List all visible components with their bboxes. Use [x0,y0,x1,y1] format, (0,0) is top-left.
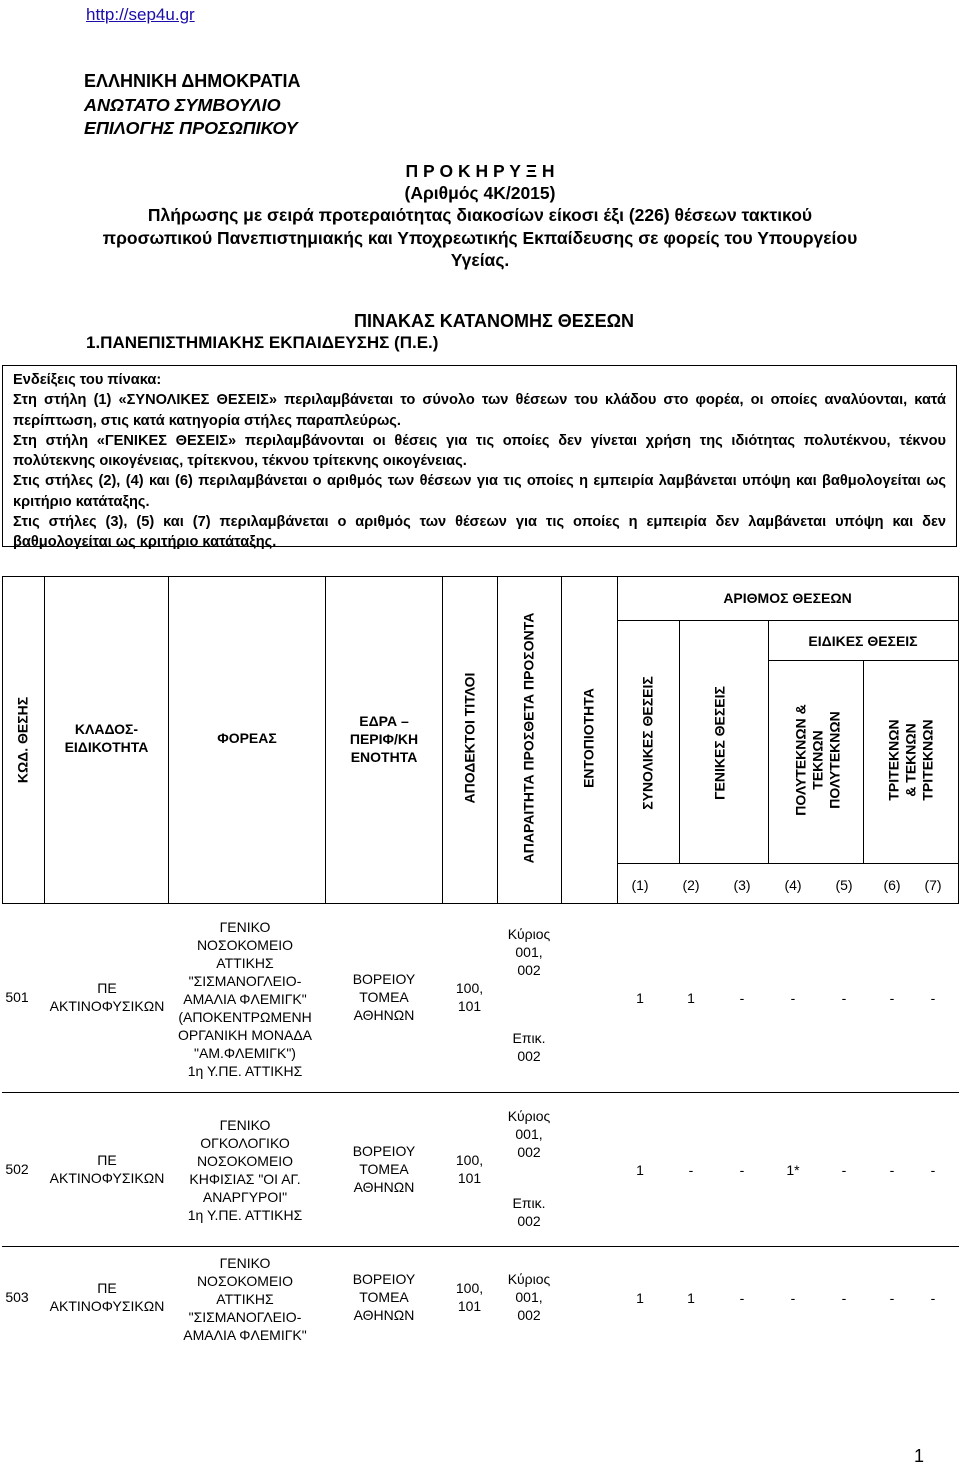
announcement-number: (Αριθμός 4Κ/2015) [404,183,556,203]
col-header-specialty: ΚΛΑΔΟΣ- ΕΙΔΙΚΟΤΗΤΑ [64,721,149,755]
row-value: 1* [786,1162,800,1178]
row-value: - [739,1290,745,1306]
header-line-2: ΑΝΩΤΑΤΟ ΣΥΜΒΟΥΛΙΟ [84,95,281,115]
col-number: (1) [631,877,649,893]
row-value: 1 [687,1290,695,1306]
col-header-three-children: ΤΡΙΤΕΚΝΩΝ & ΤΕΚΝΩΝ ΤΡΙΤΕΚΝΩΝ [885,719,936,801]
row-value: - [790,1290,796,1306]
announcement-desc-3: Υγείας. [450,250,510,270]
row-value: - [841,990,847,1006]
legend-heading: Ενδείξεις του πίνακα: [13,372,162,388]
col-header-large-families: ΠΟΛΥΤΕΚΝΩΝ & ΤΕΚΝΩΝ ΠΟΛΥΤΕΚΝΩΝ [792,704,843,816]
col-number: (7) [924,877,942,893]
row-agency: ΓΕΝΙΚΟ ΝΟΣΟΚΟΜΕΙΟ ΑΤΤΙΚΗΣ "ΣΙΣΜΑΝΟΓΛΕΙΟ- ΑΜΑΛΙΑ ΦΛΕΜΙΓΚ" (ΑΠΟΚΕΝΤΡΩΜΕΝΗ ΟΡΓΑΝΙΚΗ ΜΟΝΑΔΑ "ΑΜ.ΦΛΕΜΙΓΚ") 1η Υ.ΠΕ. ΑΤΤΙΚΗΣ [177,919,313,1079]
row-value: - [930,990,936,1006]
col-header-positions: ΑΡΙΘΜΟΣ ΘΕΣΕΩΝ [723,590,852,606]
col-header-locality: ΕΝΤΟΠΙΟΤΗΤΑ [580,688,597,788]
col-header-seat: ΕΔΡΑ – ΠΕΡΙΦ/ΚΗ ΕΝΟΤΗΤΑ [349,713,419,765]
col-header-code: ΚΩΔ. ΘΕΣΗΣ [14,696,31,784]
row-seat: ΒΟΡΕΙΟΥ ΤΟΜΕΑ ΑΘΗΝΩΝ [352,971,416,1023]
row-qualifications-secondary: Επικ. 002 [512,1195,546,1229]
col-number: (4) [784,877,802,893]
col-number: (5) [835,877,853,893]
row-seat: ΒΟΡΕΙΟΥ ΤΟΜΕΑ ΑΘΗΝΩΝ [352,1143,416,1195]
col-header-agency: ΦΟΡΕΑΣ [217,730,277,746]
row-code: 502 [5,1161,29,1177]
page-number: 1 [913,1446,924,1466]
row-seat: ΒΟΡΕΙΟΥ ΤΟΜΕΑ ΑΘΗΝΩΝ [352,1271,416,1323]
row-value: - [739,990,745,1006]
header-line-3: ΕΠΙΛΟΓΗΣ ΠΡΟΣΩΠΙΚΟΥ [84,118,298,138]
row-agency: ΓΕΝΙΚΟ ΟΓΚΟΛΟΓΙΚΟ ΝΟΣΟΚΟΜΕΙΟ ΚΗΦΙΣΙΑΣ "ΟΙ ΑΓ. ΑΝΑΡΓΥΡΟΙ" 1η Υ.ΠΕ. ΑΤΤΙΚΗΣ [187,1117,303,1223]
announcement-title: Π Ρ Ο Κ Η Ρ Υ Ξ Η [405,161,555,181]
row-qualifications-main: Κύριος 001, 002 [507,1271,551,1323]
row-value: 1 [636,1162,644,1178]
col-number: (6) [883,877,901,893]
table-title: ΠΙΝΑΚΑΣ ΚΑΤΑΝΟΜΗΣ ΘΕΣΕΩΝ [354,311,635,331]
row-value: - [930,1162,936,1178]
row-specialty: ΠΕ ΑΚΤΙΝΟΦΥΣΙΚΩΝ [49,1152,165,1186]
row-qualifications-main: Κύριος 001, 002 [507,1108,551,1160]
row-value: - [889,990,895,1006]
section-title: 1.ΠΑΝΕΠΙΣΤΗΜΙΑΚΗΣ ΕΚΠΑΙΔΕΥΣΗΣ (Π.Ε.) [86,333,439,352]
row-value: - [889,1290,895,1306]
row-titles: 100, 101 [455,980,484,1014]
row-value: - [889,1162,895,1178]
row-value: - [841,1162,847,1178]
row-code: 503 [5,1289,29,1305]
row-titles: 100, 101 [455,1152,484,1186]
row-code: 501 [5,989,29,1005]
row-specialty: ΠΕ ΑΚΤΙΝΟΦΥΣΙΚΩΝ [49,980,165,1014]
col-header-qualifications: ΑΠΑΡΑΙΤΗΤΑ ΠΡΟΣΘΕΤΑ ΠΡΟΣΟΝΤΑ [520,612,537,864]
row-value: - [790,990,796,1006]
col-number: (3) [733,877,751,893]
legend-paragraph: Στη στήλη «ΓΕΝΙΚΕΣ ΘΕΣΕΙΣ» περιλαμβάνονται οι θέσεις για τις οποίες δεν γίνεται χρήση της ιδιότητας πολυτέκνου, τέκνου πολύτεκνης οικογένειας, τρίτεκνου, τέκνου τρίτεκνης οικογένειας. [13,432,946,470]
col-header-special: ΕΙΔΙΚΕΣ ΘΕΣΕΙΣ [808,633,918,649]
announcement-desc-1: Πλήρωσης με σειρά προτεραιότητας διακοσίων είκοσι έξι (226) θέσεων τακτικού [147,205,813,225]
row-titles: 100, 101 [455,1280,484,1314]
row-specialty: ΠΕ ΑΚΤΙΝΟΦΥΣΙΚΩΝ [49,1280,165,1314]
row-value: - [930,1290,936,1306]
legend-paragraph: Στις στήλες (3), (5) και (7) περιλαμβάνεται ο αριθμός των θέσεων για τις οποίες η εμπειρία δεν λαμβάνεται υπόψη και δεν βαθμολογείται ως κριτήριο κατάταξης. [13,514,946,551]
top-link[interactable]: http://sep4u.gr [86,5,195,24]
row-value: 1 [636,1290,644,1306]
row-value: - [841,1290,847,1306]
row-qualifications-main: Κύριος 001, 002 [507,926,551,978]
row-value: 1 [636,990,644,1006]
row-value: - [739,1162,745,1178]
row-agency: ΓΕΝΙΚΟ ΝΟΣΟΚΟΜΕΙΟ ΑΤΤΙΚΗΣ "ΣΙΣΜΑΝΟΓΛΕΙΟ- ΑΜΑΛΙΑ ΦΛΕΜΙΓΚ" [183,1255,307,1343]
col-header-total: ΣΥΝΟΛΙΚΕΣ ΘΕΣΕΙΣ [639,676,656,810]
legend-paragraph: Στις στήλες (2), (4) και (6) περιλαμβάνεται ο αριθμός των θέσεων για τις οποίες η εμπειρία λαμβάνεται υπόψη και βαθμολογείται ως κριτήριο κατάταξης. [13,473,946,510]
row-value: - [688,1162,694,1178]
header-line-1: ΕΛΛΗΝΙΚΗ ΔΗΜΟΚΡΑΤΙΑ [84,71,301,91]
col-header-general: ΓΕΝΙΚΕΣ ΘΕΣΕΙΣ [711,686,728,800]
announcement-desc-2: προσωπικού Πανεπιστημιακής και Υποχρεωτικής Εκπαίδευσης σε φορείς του Υπουργείου [102,228,858,248]
col-header-titles: ΑΠΟΔΕΚΤΟΙ ΤΙΤΛΟΙ [461,672,478,804]
row-qualifications-secondary: Επικ. 002 [512,1030,546,1064]
row-value: 1 [687,990,695,1006]
legend-paragraph: Στη στήλη (1) «ΣΥΝΟΛΙΚΕΣ ΘΕΣΕΙΣ» περιλαμβάνεται το σύνολο των θέσεων του κλάδου στο φορέα, οι οποίες αναλύονται, κατά περίπτωση, στις κατά κατηγορία στήλες παραπλεύρως. [13,392,946,429]
col-number: (2) [682,877,700,893]
